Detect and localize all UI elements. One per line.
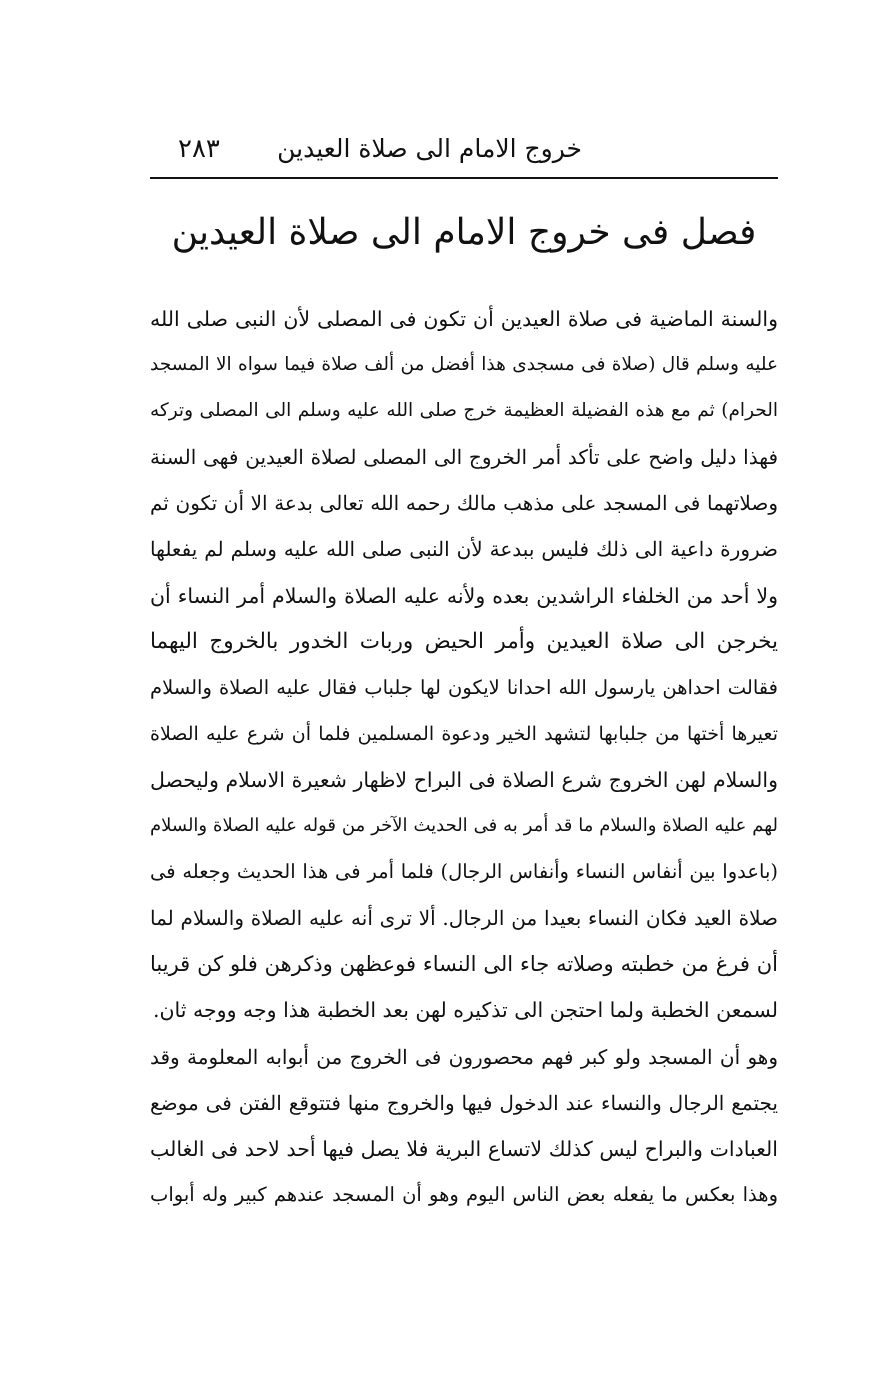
- text-line: والسنة الماضية فى صلاة العيدين أن تكون فى المصلى لأن النبى صلى الله: [150, 307, 778, 331]
- running-head-title: خروج الامام الى صلاة العيدين: [277, 134, 582, 163]
- chapter-title: فصل فى خروج الامام الى صلاة العيدين: [171, 212, 757, 253]
- text-line: (باعدوا بين أنفاس النساء وأنفاس الرجال) فلما أمر فى هذا الحديث وجعله فى: [150, 860, 778, 884]
- text-line: وصلاتهما فى المسجد على مذهب مالك رحمه الله تعالى بدعة الا أن تكون ثم: [150, 491, 778, 516]
- text-line: يجتمع الرجال والنساء عند الدخول فيها والخروج منها فتتوقع الفتن فى موضع: [150, 1090, 778, 1115]
- text-line: صلاة العيد فكان النساء بعيدا من الرجال. ألا ترى أنه عليه الصلاة والسلام لما: [150, 906, 778, 931]
- text-line: عليه وسلم قال (صلاة فى مسجدى هذا أفضل من ألف صلاة فيما سواه الا المسجد: [150, 354, 778, 376]
- text-line: وهذا بعكس ما يفعله بعض الناس اليوم وهو أن المسجد عندهم كبير وله أبواب: [150, 1182, 778, 1206]
- text-line: وهو أن المسجد ولو كبر فهم محصورون فى الخروج من أبوابه المعلومة وقد: [150, 1044, 778, 1069]
- text-line: لسمعن الخطبة ولما احتجن الى تذكيره لهن بعد الخطبة هذا وجه ووجه ثان.: [152, 998, 778, 1023]
- text-line: لهم عليه الصلاة والسلام ما قد أمر به فى الحديث الآخر من قوله عليه الصلاة والسلام: [150, 815, 778, 837]
- text-line: فهذا دليل واضح على تأكد أمر الخروج الى المصلى لصلاة العيدين فهى السنة: [150, 445, 778, 470]
- text-line: ولا أحد من الخلفاء الراشدين بعده ولأنه عليه الصلاة والسلام أمر النساء أن: [150, 583, 778, 608]
- page-number: ٢٨٣: [178, 134, 220, 164]
- running-head: [150, 128, 778, 172]
- text-line: أن فرغ من خطبته وصلاته جاء الى النساء فوعظهن وذكرهن فلو كن قريبا: [150, 952, 778, 977]
- text-line: يخرجن الى صلاة العيدين وأمر الحيض وربات الخدور بالخروج اليهما: [150, 628, 778, 654]
- text-line: تعيرها أختها من جلبابها لتشهد الخير ودعوة المسلمين فلما أن شرع عليه الصلاة: [150, 722, 778, 745]
- text-line: فقالت احداهن يارسول الله احدانا لايكون لها جلباب فقال عليه الصلاة والسلام: [150, 675, 778, 699]
- body-text: [150, 296, 778, 1218]
- text-line: الحرام) ثم مع هذه الفضيلة العظيمة خرج صلى الله عليه وسلم الى المصلى وتركه: [150, 400, 778, 422]
- header-rule: [150, 177, 778, 179]
- text-line: والسلام لهن الخروج شرع الصلاة فى البراح لاظهار شعيرة الاسلام وليحصل: [150, 767, 778, 792]
- text-line: العبادات والبراح ليس كذلك لاتساع البرية فلا يصل فيها أحد لاحد فى الغالب: [150, 1136, 778, 1161]
- text-line: ضرورة داعية الى ذلك فليس ببدعة لأن النبى صلى الله عليه وسلم لم يفعلها: [150, 537, 778, 562]
